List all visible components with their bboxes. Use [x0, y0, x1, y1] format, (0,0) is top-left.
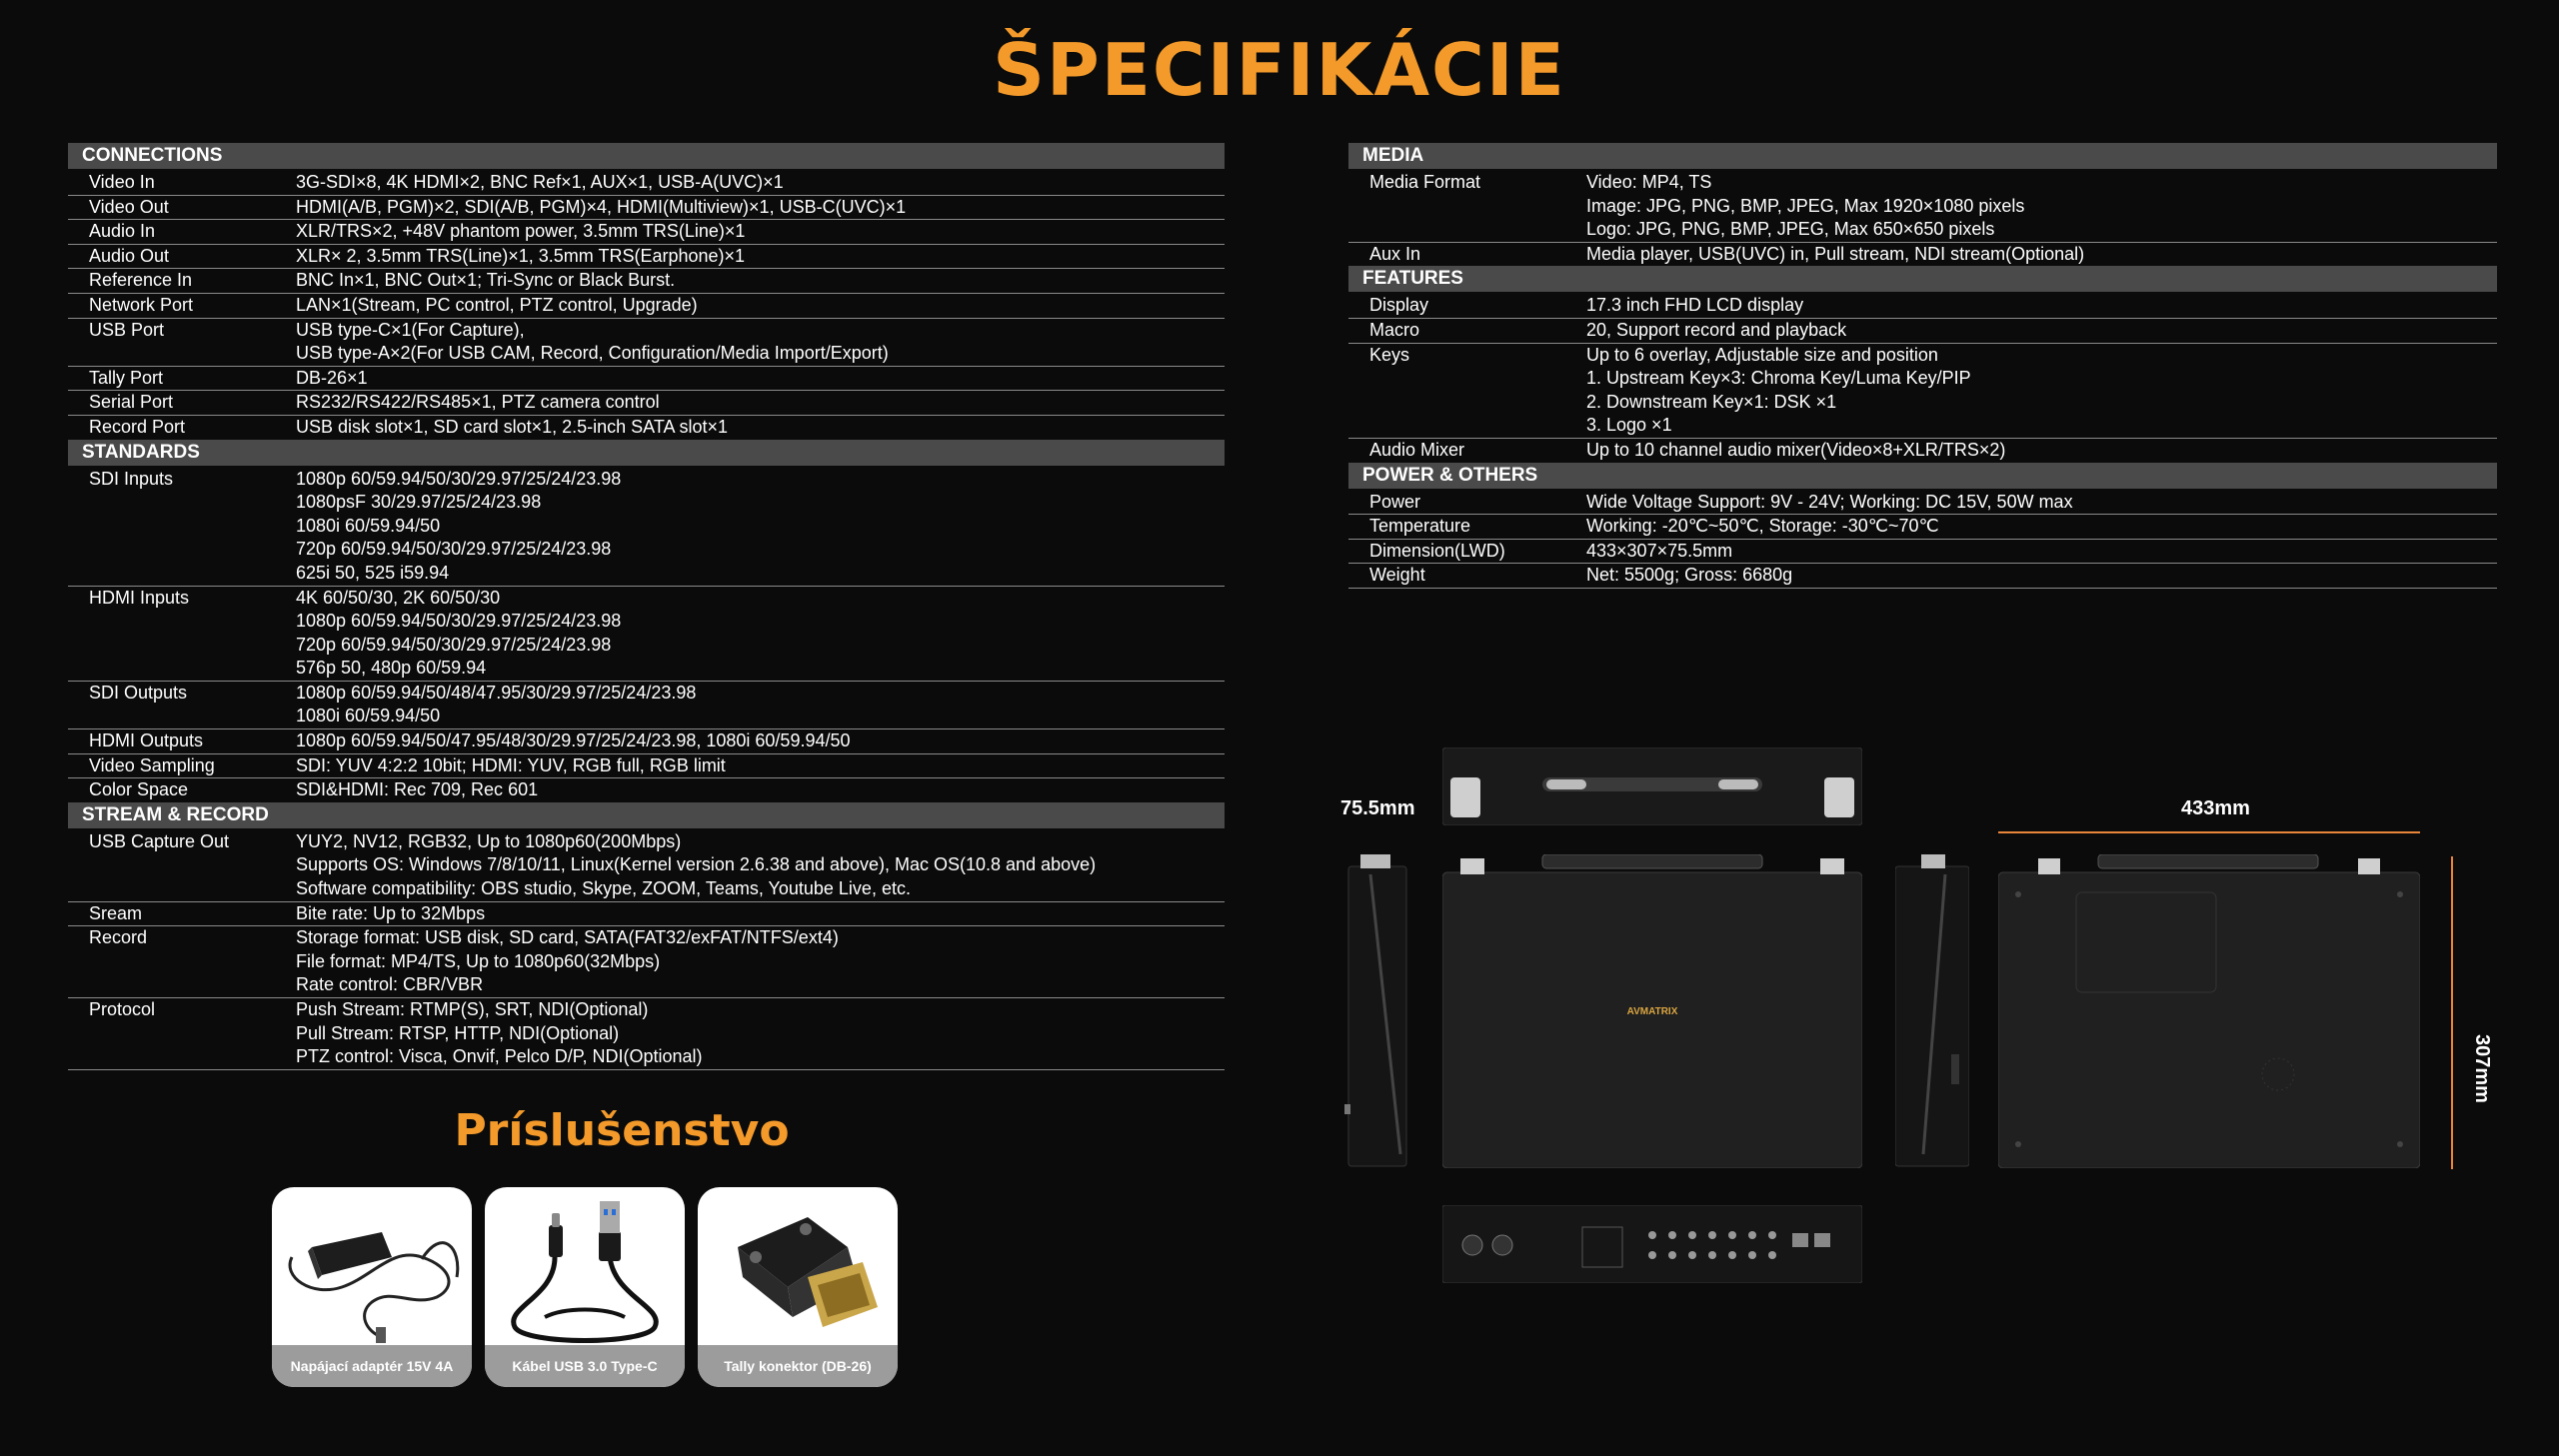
spec-label: SDI Inputs: [89, 468, 174, 489]
spec-value: SDI&HDMI: Rec 709, Rec 601: [296, 779, 539, 800]
spec-label: Dimension(LWD): [1369, 540, 1505, 561]
spec-value: PTZ control: Visca, Onvif, Pelco D/P, NDI(Optional): [296, 1046, 703, 1067]
spec-value: 1080p 60/59.94/50/30/29.97/25/24/23.98: [296, 611, 622, 632]
section-header-power-others: POWER & OTHERS: [1348, 463, 2497, 489]
spec-values: [296, 468, 1225, 586]
spec-values: [1586, 564, 2497, 588]
spec-values: [296, 196, 1225, 220]
spec-row-audio-in: [68, 220, 1225, 245]
spec-values: [296, 778, 1225, 802]
spec-value: 720p 60/59.94/50/30/29.97/25/24/23.98: [296, 539, 612, 560]
spec-row-reference-in: [68, 269, 1225, 294]
spec-label: Video Sampling: [89, 754, 215, 775]
spec-row-sdi-inputs: [68, 468, 1225, 587]
spec-label: Aux In: [1369, 243, 1421, 264]
section-header-standards: STANDARDS: [68, 440, 1225, 466]
page-title: ŠPECIFIKÁCIE: [993, 28, 1566, 112]
right-spec-table: [1348, 143, 2497, 589]
spec-value: Pull Stream: RTSP, HTTP, NDI(Optional): [296, 1022, 620, 1043]
db26-connector-icon: [698, 1187, 898, 1345]
spec-row-keys: [1348, 344, 2497, 439]
spec-label: Media Format: [1369, 172, 1481, 192]
spec-values: [296, 391, 1225, 415]
spec-value: 576p 50, 480p 60/59.94: [296, 658, 487, 679]
spec-label: SDI Outputs: [89, 682, 188, 703]
spec-value: SDI: YUV 4:2:2 10bit; HDMI: YUV, RGB full, RGB limit: [296, 754, 726, 775]
section-header-features: FEATURES: [1348, 266, 2497, 292]
spec-values: [1586, 171, 2497, 242]
spec-values: [296, 902, 1225, 926]
spec-label: HDMI Outputs: [89, 730, 204, 751]
spec-value: 1. Upstream Key×3: Chroma Key/Luma Key/PIP: [1586, 368, 1971, 389]
spec-label: Audio Mixer: [1369, 439, 1465, 460]
spec-value: 3G-SDI×8, 4K HDMI×2, BNC Ref×1, AUX×1, USB-A(UVC)×1: [296, 172, 784, 192]
spec-label: Color Space: [89, 779, 189, 800]
spec-values: [1586, 540, 2497, 564]
spec-label: Tally Port: [89, 367, 164, 388]
spec-label: Record: [89, 927, 148, 948]
spec-label: Weight: [1369, 565, 1425, 586]
accessory-caption: Tally konektor (DB-26): [698, 1345, 898, 1387]
height-label: 307mm: [2471, 1034, 2493, 1103]
spec-value: Image: JPG, PNG, BMP, JPEG, Max 1920×1080 pixels: [1586, 195, 2025, 216]
spec-value: 433×307×75.5mm: [1586, 540, 1733, 561]
spec-label: Record Port: [89, 416, 186, 437]
spec-value: 1080p 60/59.94/50/48/47.95/30/29.97/25/24/23.98: [296, 682, 697, 703]
section-header-connections: CONNECTIONS: [68, 143, 1225, 169]
spec-label: Temperature: [1369, 516, 1471, 537]
device-left-side-view: [1340, 854, 1414, 1168]
section-header-media: MEDIA: [1348, 143, 2497, 169]
spec-label: Sream: [89, 902, 143, 923]
spec-value: LAN×1(Stream, PC control, PTZ control, Upgrade): [296, 294, 698, 315]
device-rear-panel-view: [1442, 1205, 1862, 1283]
spec-values: [1586, 515, 2497, 539]
left-spec-table: [68, 143, 1225, 1070]
depth-label: 75.5mm: [1340, 797, 1415, 819]
accessory-caption: Kábel USB 3.0 Type-C: [485, 1345, 685, 1387]
spec-values: [296, 245, 1225, 269]
spec-value: 1080p 60/59.94/50/30/29.97/25/24/23.98: [296, 468, 622, 489]
spec-value: USB disk slot×1, SD card slot×1, 2.5-inch SATA slot×1: [296, 416, 729, 437]
spec-row-video-sampling: [68, 754, 1225, 779]
width-label: 433mm: [2181, 797, 2250, 819]
spec-label: Video Out: [89, 196, 169, 217]
spec-row-protocol: [68, 998, 1225, 1070]
spec-value: XLR× 2, 3.5mm TRS(Line)×1, 3.5mm TRS(Earphone)×1: [296, 245, 746, 266]
height-dimension-line: [2451, 856, 2453, 1169]
accessories-title: Príslušenstvo: [454, 1105, 790, 1156]
spec-value: Push Stream: RTMP(S), SRT, NDI(Optional): [296, 999, 649, 1019]
spec-value: Storage format: USB disk, SD card, SATA(FAT32/exFAT/NTFS/ext4): [296, 927, 839, 948]
spec-label: Audio In: [89, 221, 156, 242]
spec-value: Wide Voltage Support: 9V - 24V; Working: DC 15V, 50W max: [1586, 491, 2073, 512]
spec-row-sream: [68, 902, 1225, 927]
spec-values: [296, 294, 1225, 318]
device-back-view: [1998, 854, 2420, 1168]
device-front-view: [1442, 854, 1862, 1168]
spec-value: Net: 5500g; Gross: 6680g: [1586, 565, 1793, 586]
spec-row-usb-port: [68, 319, 1225, 367]
spec-value: YUY2, NV12, RGB32, Up to 1080p60(200Mbps): [296, 830, 682, 851]
spec-values: [296, 682, 1225, 728]
spec-row-dimension-lwd: [1348, 540, 2497, 565]
spec-value: 3. Logo ×1: [1586, 415, 1672, 436]
spec-values: [296, 367, 1225, 391]
spec-values: [296, 269, 1225, 293]
spec-row-weight: [1348, 564, 2497, 589]
spec-row-sdi-outputs: [68, 682, 1225, 729]
spec-value: 20, Support record and playback: [1586, 319, 1847, 340]
accessory-caption: Napájací adaptér 15V 4A: [272, 1345, 472, 1387]
spec-value: USB type-A×2(For USB CAM, Record, Configuration/Media Import/Export): [296, 343, 889, 364]
spec-label: Keys: [1369, 344, 1410, 365]
spec-value: 1080i 60/59.94/50: [296, 706, 441, 727]
spec-row-tally-port: [68, 367, 1225, 392]
spec-values: [296, 729, 1225, 753]
spec-value: File format: MP4/TS, Up to 1080p60(32Mbps): [296, 950, 661, 971]
spec-row-video-in: [68, 171, 1225, 196]
spec-label: Serial Port: [89, 392, 174, 413]
spec-values: [296, 220, 1225, 244]
spec-row-aux-in: [1348, 243, 2497, 267]
spec-value: HDMI(A/B, PGM)×2, SDI(A/B, PGM)×4, HDMI(Multiview)×1, USB-C(UVC)×1: [296, 196, 907, 217]
spec-row-color-space: [68, 778, 1225, 802]
spec-values: [296, 754, 1225, 778]
spec-value: 1080psF 30/29.97/25/24/23.98: [296, 492, 542, 513]
accessory-card-tally-connector: [698, 1187, 898, 1387]
spec-value: 1080p 60/59.94/50/47.95/48/30/29.97/25/24/23.98, 1080i 60/59.94/50: [296, 730, 851, 751]
spec-row-network-port: [68, 294, 1225, 319]
spec-value: Working: -20℃~50℃, Storage: -30℃~70℃: [1586, 516, 1939, 537]
usb-cable-icon: [485, 1187, 685, 1345]
spec-value: Rate control: CBR/VBR: [296, 974, 484, 995]
device-right-side-view: [1895, 854, 1969, 1168]
accessory-card-usb-cable: [485, 1187, 685, 1387]
spec-row-display: [1348, 294, 2497, 319]
spec-row-audio-mixer: [1348, 439, 2497, 463]
spec-label: USB Capture Out: [89, 830, 230, 851]
spec-values: [296, 998, 1225, 1069]
spec-value: Video: MP4, TS: [1586, 172, 1712, 192]
spec-label: USB Port: [89, 319, 165, 340]
spec-value: 2. Downstream Key×1: DSK ×1: [1586, 391, 1837, 412]
spec-label: Video In: [89, 172, 155, 192]
spec-value: 720p 60/59.94/50/30/29.97/25/24/23.98: [296, 634, 612, 655]
spec-row-usb-capture-out: [68, 830, 1225, 902]
spec-row-record: [68, 926, 1225, 998]
spec-values: [1586, 344, 2497, 438]
spec-label: Protocol: [89, 999, 156, 1019]
accessory-card-power-adapter: [272, 1187, 472, 1387]
brand-logo: AVMATRIX: [1626, 1006, 1678, 1017]
spec-value: Up to 10 channel audio mixer(Video×8+XLR/TRS×2): [1586, 439, 2006, 460]
spec-label: HDMI Inputs: [89, 587, 190, 608]
spec-label: Display: [1369, 295, 1429, 316]
spec-value: 4K 60/50/30, 2K 60/50/30: [296, 587, 501, 608]
spec-row-audio-out: [68, 245, 1225, 270]
spec-label: Network Port: [89, 294, 194, 315]
spec-value: Up to 6 overlay, Adjustable size and position: [1586, 344, 1938, 365]
spec-value: USB type-C×1(For Capture),: [296, 319, 525, 340]
spec-values: [1586, 319, 2497, 343]
spec-row-temperature: [1348, 515, 2497, 540]
spec-value: 1080i 60/59.94/50: [296, 515, 441, 536]
spec-row-macro: [1348, 319, 2497, 344]
spec-value: Bite rate: Up to 32Mbps: [296, 902, 486, 923]
spec-value: XLR/TRS×2, +48V phantom power, 3.5mm TRS(Line)×1: [296, 221, 746, 242]
power-adapter-icon: [272, 1187, 472, 1345]
spec-values: [296, 171, 1225, 195]
spec-values: [1586, 491, 2497, 515]
spec-values: [1586, 439, 2497, 463]
spec-label: Power: [1369, 491, 1421, 512]
spec-label: Audio Out: [89, 245, 170, 266]
section-header-stream-record: STREAM & RECORD: [68, 802, 1225, 828]
spec-values: [296, 416, 1225, 440]
spec-value: Supports OS: Windows 7/8/10/11, Linux(Kernel version 2.6.38 and above), Mac OS(10.8 and above): [296, 854, 1097, 875]
width-dimension-line: [1998, 831, 2420, 833]
spec-value: Media player, USB(UVC) in, Pull stream, NDI stream(Optional): [1586, 243, 2085, 264]
spec-value: Software compatibility: OBS studio, Skype, ZOOM, Teams, Youtube Live, etc.: [296, 878, 911, 899]
spec-value: Logo: JPG, PNG, BMP, JPEG, Max 650×650 pixels: [1586, 219, 1995, 240]
spec-values: [296, 926, 1225, 997]
spec-value: 625i 50, 525 i59.94: [296, 562, 450, 583]
spec-label: Reference In: [89, 270, 193, 291]
spec-value: RS232/RS422/RS485×1, PTZ camera control: [296, 392, 660, 413]
spec-value: DB-26×1: [296, 367, 368, 388]
spec-values: [296, 830, 1225, 901]
spec-row-hdmi-inputs: [68, 587, 1225, 682]
spec-values: [1586, 243, 2497, 267]
spec-row-serial-port: [68, 391, 1225, 416]
spec-row-hdmi-outputs: [68, 729, 1225, 754]
spec-value: BNC In×1, BNC Out×1; Tri-Sync or Black Burst.: [296, 270, 676, 291]
spec-row-media-format: [1348, 171, 2497, 243]
spec-values: [1586, 294, 2497, 318]
spec-row-record-port: [68, 416, 1225, 440]
spec-values: [296, 587, 1225, 681]
spec-row-video-out: [68, 196, 1225, 221]
spec-values: [296, 319, 1225, 366]
spec-row-power: [1348, 491, 2497, 516]
device-top-view: [1442, 747, 1862, 825]
spec-label: Macro: [1369, 319, 1420, 340]
spec-value: 17.3 inch FHD LCD display: [1586, 295, 1804, 316]
